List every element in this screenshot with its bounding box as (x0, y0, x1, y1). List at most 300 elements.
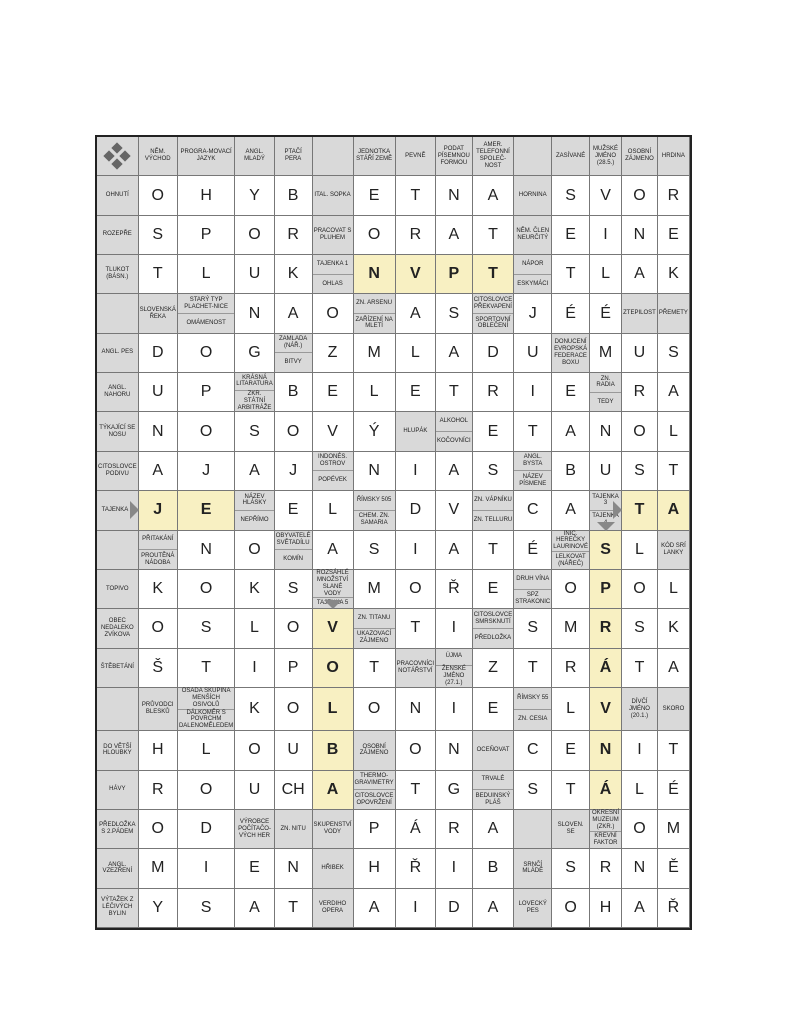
clue-cell (590, 137, 622, 176)
answer-cell[interactable] (658, 452, 690, 491)
clue-text: PŘEMETY (658, 310, 688, 317)
answer-cell[interactable] (514, 531, 552, 570)
answer-letter: L (668, 422, 678, 440)
answer-cell[interactable] (139, 771, 178, 810)
answer-cell[interactable] (178, 176, 235, 215)
answer-cell[interactable] (590, 889, 622, 928)
answer-letter: É (527, 540, 539, 558)
clue-text: HORNINA (518, 192, 547, 199)
answer-cell[interactable] (275, 688, 313, 731)
answer-cell[interactable] (473, 334, 515, 373)
answer-cell[interactable] (622, 412, 658, 451)
answer-letter: H (151, 741, 164, 759)
answer-cell[interactable] (396, 810, 436, 849)
answer-cell[interactable] (622, 373, 658, 412)
answer-letter: V (600, 186, 611, 204)
answer-cell[interactable] (658, 373, 690, 412)
answer-cell[interactable] (354, 570, 396, 609)
answer-cell[interactable] (473, 688, 515, 731)
answer-cell[interactable] (590, 255, 622, 294)
answer-cell[interactable] (622, 255, 658, 294)
answer-cell[interactable] (552, 216, 590, 255)
answer-cell[interactable] (473, 176, 515, 215)
answer-letter: S (565, 859, 576, 877)
answer-cell[interactable] (436, 731, 473, 770)
answer-cell[interactable] (514, 491, 552, 530)
answer-letter: T (448, 383, 459, 401)
answer-cell[interactable] (354, 531, 396, 570)
answer-cell[interactable] (275, 649, 313, 688)
answer-cell[interactable] (275, 570, 313, 609)
answer-cell[interactable] (235, 531, 274, 570)
answer-cell[interactable] (622, 731, 658, 770)
solution-cell[interactable] (590, 688, 622, 731)
answer-letter: R (409, 225, 422, 243)
answer-cell[interactable] (658, 649, 690, 688)
answer-cell[interactable] (552, 176, 590, 215)
answer-cell[interactable] (473, 216, 515, 255)
answer-cell[interactable] (552, 412, 590, 451)
answer-cell[interactable] (622, 531, 658, 570)
answer-letter: U (526, 343, 539, 361)
answer-cell[interactable] (552, 255, 590, 294)
answer-cell[interactable] (396, 491, 436, 530)
answer-cell[interactable] (275, 771, 313, 810)
answer-letter: L (250, 619, 259, 637)
clue-text: BEDUINSKÝ PLÁŠ (473, 789, 514, 809)
answer-cell[interactable] (396, 452, 436, 491)
answer-cell[interactable] (178, 373, 235, 412)
answer-cell[interactable] (436, 570, 473, 609)
solution-cell[interactable] (590, 609, 622, 648)
answer-cell[interactable] (139, 334, 178, 373)
answer-cell[interactable] (590, 452, 622, 491)
answer-cell[interactable] (622, 216, 658, 255)
clue-text: ZAŘÍZENÍ NA MLETÍ (354, 313, 395, 333)
answer-cell[interactable] (436, 176, 473, 215)
solution-cell[interactable] (590, 771, 622, 810)
answer-cell[interactable] (552, 849, 590, 888)
answer-cell[interactable] (622, 452, 658, 491)
answer-cell[interactable] (235, 849, 274, 888)
answer-cell[interactable] (313, 294, 354, 333)
answer-letter: N (599, 741, 612, 759)
answer-cell[interactable] (658, 412, 690, 451)
answer-cell[interactable] (514, 731, 552, 770)
answer-cell[interactable] (139, 810, 178, 849)
answer-cell[interactable] (436, 452, 473, 491)
answer-cell[interactable] (552, 771, 590, 810)
solution-cell[interactable] (313, 609, 354, 648)
answer-cell[interactable] (275, 609, 313, 648)
answer-cell[interactable] (658, 255, 690, 294)
answer-cell[interactable] (235, 216, 274, 255)
answer-letter: I (451, 859, 457, 877)
answer-cell[interactable] (552, 373, 590, 412)
answer-cell[interactable] (235, 609, 274, 648)
clue-text: PŘEDLOŽKA (473, 628, 514, 648)
answer-cell[interactable] (396, 570, 436, 609)
answer-letter: M (151, 859, 165, 877)
clue-cell (396, 649, 436, 688)
answer-cell[interactable] (590, 849, 622, 888)
answer-cell[interactable] (178, 731, 235, 770)
answer-cell[interactable] (178, 216, 235, 255)
answer-cell[interactable] (139, 849, 178, 888)
answer-cell[interactable] (473, 570, 515, 609)
answer-cell[interactable] (275, 849, 313, 888)
answer-cell[interactable] (552, 491, 590, 530)
answer-cell[interactable] (275, 889, 313, 928)
answer-cell[interactable] (396, 609, 436, 648)
answer-cell[interactable] (139, 373, 178, 412)
crossword-grid (95, 135, 692, 930)
solution-cell[interactable] (590, 570, 622, 609)
answer-letter: M (563, 619, 578, 637)
answer-cell[interactable] (514, 373, 552, 412)
clue-cell (97, 609, 139, 648)
answer-cell[interactable] (275, 294, 313, 333)
solution-cell[interactable] (473, 255, 515, 294)
answer-cell[interactable] (622, 609, 658, 648)
answer-cell[interactable] (396, 176, 436, 215)
answer-cell[interactable] (235, 412, 274, 451)
arrow-down-icon (597, 522, 615, 531)
answer-cell[interactable] (658, 889, 690, 928)
answer-cell[interactable] (139, 570, 178, 609)
answer-cell[interactable] (622, 771, 658, 810)
answer-cell[interactable] (436, 810, 473, 849)
clue-cell (97, 688, 139, 731)
answer-cell[interactable] (473, 452, 515, 491)
answer-cell[interactable] (354, 216, 396, 255)
solution-cell[interactable] (313, 649, 354, 688)
answer-cell[interactable] (622, 570, 658, 609)
clue-text (97, 688, 138, 730)
answer-cell[interactable] (436, 771, 473, 810)
answer-cell[interactable] (275, 731, 313, 770)
clue-cell (622, 137, 658, 176)
solution-cell[interactable] (354, 255, 396, 294)
clue-text: SKORO (662, 705, 685, 712)
answer-cell[interactable] (275, 452, 313, 491)
answer-letter: I (603, 225, 608, 243)
answer-cell[interactable] (275, 216, 313, 255)
answer-cell[interactable] (178, 609, 235, 648)
answer-cell[interactable] (235, 255, 274, 294)
answer-letter: A (249, 461, 260, 479)
answer-cell[interactable] (178, 810, 235, 849)
clue-cell (552, 334, 590, 373)
answer-cell[interactable] (178, 849, 235, 888)
answer-cell[interactable] (396, 531, 436, 570)
answer-letter: E (668, 225, 679, 243)
answer-letter: E (487, 700, 499, 718)
solution-cell[interactable] (658, 491, 690, 530)
solution-cell[interactable] (313, 688, 354, 731)
clue-text: NÁZEV HLÁSKY (242, 493, 267, 507)
answer-cell[interactable] (590, 294, 622, 333)
answer-letter: G (447, 780, 461, 798)
solution-cell[interactable] (313, 731, 354, 770)
answer-cell[interactable] (396, 216, 436, 255)
answer-cell[interactable] (313, 491, 354, 530)
answer-cell[interactable] (552, 570, 590, 609)
clue-text: TAJENKA 2 (101, 506, 133, 513)
answer-cell[interactable] (473, 649, 515, 688)
answer-cell[interactable] (275, 412, 313, 451)
answer-cell[interactable] (313, 531, 354, 570)
answer-letter: A (410, 304, 421, 322)
answer-cell[interactable] (354, 373, 396, 412)
answer-cell[interactable] (275, 255, 313, 294)
answer-cell[interactable] (552, 889, 590, 928)
answer-cell[interactable] (436, 849, 473, 888)
answer-letter: U (599, 461, 612, 479)
answer-cell[interactable] (473, 849, 515, 888)
answer-cell[interactable] (313, 334, 354, 373)
answer-cell[interactable] (436, 688, 473, 731)
clue-text (514, 810, 551, 848)
answer-cell[interactable] (436, 491, 473, 530)
answer-cell[interactable] (396, 889, 436, 928)
answer-cell[interactable] (436, 294, 473, 333)
solution-cell[interactable] (178, 491, 235, 530)
answer-cell[interactable] (552, 452, 590, 491)
answer-cell[interactable] (473, 373, 515, 412)
answer-cell[interactable] (313, 373, 354, 412)
answer-cell[interactable] (178, 649, 235, 688)
answer-cell[interactable] (354, 649, 396, 688)
answer-cell[interactable] (658, 570, 690, 609)
answer-cell[interactable] (139, 609, 178, 648)
answer-letter: B (565, 461, 576, 479)
answer-cell[interactable] (514, 334, 552, 373)
answer-cell[interactable] (235, 731, 274, 770)
answer-cell[interactable] (354, 810, 396, 849)
clue-text: INDONÉS. OSTROV (318, 454, 348, 468)
arrow-right-icon (613, 501, 622, 519)
solution-cell[interactable] (590, 531, 622, 570)
answer-cell[interactable] (473, 810, 515, 849)
answer-cell[interactable] (354, 452, 396, 491)
answer-letter: N (409, 700, 422, 718)
answer-letter: T (668, 741, 679, 759)
answer-letter: A (565, 501, 576, 519)
answer-cell[interactable] (514, 609, 552, 648)
answer-cell[interactable] (436, 216, 473, 255)
clue-text: CITOSLOVCE SMRSKNUTÍ (473, 611, 513, 625)
answer-letter: P (368, 820, 380, 838)
answer-cell[interactable] (178, 452, 235, 491)
answer-cell[interactable] (473, 412, 515, 451)
clue-text: PŘEDLOŽKA S 2.PÁDEM (99, 822, 136, 836)
answer-cell[interactable] (235, 294, 274, 333)
answer-cell[interactable] (235, 889, 274, 928)
answer-cell[interactable] (658, 216, 690, 255)
answer-cell[interactable] (396, 771, 436, 810)
answer-cell[interactable] (622, 889, 658, 928)
answer-cell[interactable] (658, 176, 690, 215)
answer-cell[interactable] (139, 889, 178, 928)
answer-cell[interactable] (514, 294, 552, 333)
answer-cell[interactable] (658, 810, 690, 849)
answer-cell[interactable] (235, 649, 274, 688)
answer-cell[interactable] (473, 531, 515, 570)
answer-cell[interactable] (590, 216, 622, 255)
solution-cell[interactable] (590, 731, 622, 770)
clue-cell (552, 137, 590, 176)
answer-cell[interactable] (396, 688, 436, 731)
answer-cell[interactable] (354, 334, 396, 373)
clue-text: UKAZOVACÍ ZÁJMENO (354, 628, 395, 648)
answer-cell[interactable] (354, 412, 396, 451)
answer-letter: L (635, 540, 644, 558)
answer-cell[interactable] (235, 688, 274, 731)
answer-letter: É (565, 304, 576, 322)
solution-cell[interactable] (313, 771, 354, 810)
answer-cell[interactable] (658, 849, 690, 888)
answer-cell[interactable] (552, 294, 590, 333)
answer-cell[interactable] (552, 688, 590, 731)
answer-cell[interactable] (473, 889, 515, 928)
answer-cell[interactable] (436, 373, 473, 412)
clue-cell (354, 731, 396, 770)
clue-cell (139, 294, 178, 333)
answer-cell[interactable] (396, 731, 436, 770)
clue-text: PEVNĚ (405, 152, 426, 159)
answer-cell[interactable] (622, 176, 658, 215)
answer-cell[interactable] (235, 771, 274, 810)
answer-cell[interactable] (396, 849, 436, 888)
answer-cell[interactable] (275, 176, 313, 215)
answer-cell[interactable] (178, 412, 235, 451)
answer-cell[interactable] (658, 771, 690, 810)
answer-cell[interactable] (178, 570, 235, 609)
solution-cell[interactable] (139, 491, 178, 530)
answer-cell[interactable] (275, 373, 313, 412)
answer-letter: H (200, 186, 212, 204)
answer-cell[interactable] (514, 649, 552, 688)
solution-cell[interactable] (622, 491, 658, 530)
answer-cell[interactable] (354, 176, 396, 215)
answer-letter: O (633, 186, 646, 204)
answer-cell[interactable] (622, 849, 658, 888)
answer-cell[interactable] (178, 255, 235, 294)
answer-cell[interactable] (354, 889, 396, 928)
clue-cell (473, 609, 515, 648)
answer-letter: E (565, 225, 576, 243)
answer-cell[interactable] (178, 531, 235, 570)
answer-letter: A (326, 780, 339, 798)
clue-cell (178, 137, 235, 176)
clue-cell (514, 176, 552, 215)
answer-cell[interactable] (658, 731, 690, 770)
answer-cell[interactable] (396, 334, 436, 373)
answer-cell[interactable] (514, 771, 552, 810)
answer-letter: L (566, 700, 576, 718)
answer-cell[interactable] (235, 452, 274, 491)
clue-cell (514, 137, 552, 176)
clue-text: VERDIHO OPERA (318, 900, 347, 914)
answer-cell[interactable] (590, 412, 622, 451)
answer-cell[interactable] (178, 889, 235, 928)
answer-letter: S (368, 540, 380, 558)
answer-cell[interactable] (590, 334, 622, 373)
answer-cell[interactable] (552, 649, 590, 688)
answer-cell[interactable] (139, 731, 178, 770)
answer-cell[interactable] (622, 334, 658, 373)
answer-cell[interactable] (178, 771, 235, 810)
answer-cell[interactable] (436, 609, 473, 648)
answer-cell[interactable] (313, 412, 354, 451)
answer-cell[interactable] (658, 609, 690, 648)
answer-cell[interactable] (396, 294, 436, 333)
clue-text: KOMÍN (275, 549, 312, 569)
answer-cell[interactable] (514, 412, 552, 451)
answer-letter: U (287, 741, 299, 759)
answer-letter: S (487, 461, 499, 479)
answer-letter: T (527, 658, 538, 676)
solution-cell[interactable] (590, 649, 622, 688)
answer-cell[interactable] (354, 688, 396, 731)
solution-cell[interactable] (396, 255, 436, 294)
answer-letter: R (667, 186, 680, 204)
answer-cell[interactable] (139, 649, 178, 688)
answer-cell[interactable] (552, 731, 590, 770)
clue-text: TAJENKA 5 (313, 597, 353, 608)
answer-cell[interactable] (622, 649, 658, 688)
answer-letter: N (633, 225, 646, 243)
solution-cell[interactable] (436, 255, 473, 294)
clue-text: KÓD SRÍ LANKY (661, 542, 686, 556)
answer-letter: S (249, 422, 260, 440)
clue-text: NEPŘÍMO (235, 510, 273, 530)
clue-cell (514, 889, 552, 928)
answer-cell[interactable] (139, 176, 178, 215)
answer-cell[interactable] (139, 412, 178, 451)
answer-letter: O (199, 780, 213, 798)
answer-cell[interactable] (590, 176, 622, 215)
answer-letter: T (410, 780, 421, 798)
clue-text: SPZ STRAKONIC (514, 589, 551, 609)
answer-cell[interactable] (275, 491, 313, 530)
answer-cell[interactable] (235, 570, 274, 609)
answer-cell[interactable] (139, 452, 178, 491)
clue-text: ROZSÁHLÉ MNOŽSTVÍ SLANÉ VODY (316, 569, 349, 597)
answer-cell[interactable] (622, 810, 658, 849)
answer-cell[interactable] (436, 531, 473, 570)
answer-cell[interactable] (396, 373, 436, 412)
answer-letter: S (634, 461, 645, 479)
clue-cell (275, 334, 313, 373)
answer-letter: D (487, 343, 499, 361)
answer-cell[interactable] (139, 255, 178, 294)
answer-cell[interactable] (235, 334, 274, 373)
answer-cell[interactable] (436, 889, 473, 928)
answer-cell[interactable] (235, 176, 274, 215)
answer-cell[interactable] (354, 849, 396, 888)
clue-text: CITOSLOVCE OPOVRŽENÍ (354, 789, 395, 809)
answer-cell[interactable] (139, 216, 178, 255)
clue-cell (658, 137, 690, 176)
answer-cell[interactable] (658, 334, 690, 373)
answer-cell[interactable] (178, 334, 235, 373)
answer-letter: V (600, 700, 611, 718)
answer-cell[interactable] (552, 609, 590, 648)
answer-cell[interactable] (436, 334, 473, 373)
answer-letter: S (527, 780, 539, 798)
